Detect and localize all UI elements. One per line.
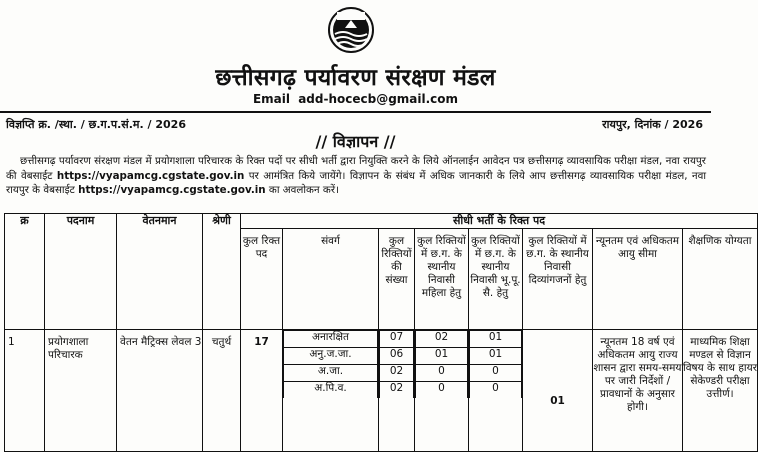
notice-title: // विज्ञापन // <box>315 132 396 151</box>
cell-total-vacant: 17 <box>241 330 283 452</box>
contact-email <box>0 92 711 106</box>
category-total: 07 <box>380 331 414 348</box>
notice-date: रायपुर, दिनांक / 2026 <box>602 118 703 131</box>
category-exservice: 0 <box>470 382 522 399</box>
vacancy-table <box>4 213 758 452</box>
header-class: श्रेणी <box>203 214 241 330</box>
header-divider <box>0 111 711 113</box>
header-total-vacant: कुल रिक्त पद <box>241 229 283 330</box>
cell-qualification: माध्यमिक शिक्षा मण्डल से विज्ञान विषय के साथ हायर सेकेण्डरी परीक्षा उत्तीर्ण। <box>683 330 758 452</box>
category-total: 06 <box>380 348 414 365</box>
cell-category-list <box>283 330 379 452</box>
header-women-quota: कुल रिक्तियों में छ.ग. के स्थानीय निवासी महिला हेतु <box>415 229 469 330</box>
category-women: 02 <box>416 331 468 348</box>
header-divyang-quota: कुल रिक्तियों में छ.ग. के स्थानीय निवासी दिव्यांगजनों हेतु <box>523 229 593 330</box>
category-exservice: 0 <box>470 365 522 382</box>
cell-exservice-list <box>469 330 523 452</box>
header-serial: क्र <box>5 214 45 330</box>
header-pay-scale: वेतनमान <box>117 214 203 330</box>
notice-reference-number: विज्ञप्ति क्र. /स्था. / छ.ग.प.सं.म. / 2026 <box>6 118 186 131</box>
cell-women-list <box>415 330 469 452</box>
paragraph-text-2: पर आमंत्रित किये जायेंगे। विज्ञापन के संबंध में अधिक जानकारी के लिये आप छत्तीसगढ़ व्यावसायिक परीक्षा मंडल, नवा रायपुर के वेबसाईट <box>6 169 706 197</box>
category-total: 02 <box>380 365 414 382</box>
email-label: Email <box>252 92 290 106</box>
category-women: 0 <box>416 365 468 382</box>
cell-pay-scale: वेतन मैट्रिक्स लेवल 3 <box>117 330 203 452</box>
organization-title: छत्तीसगढ़ पर्यावरण संरक्षण मंडल <box>215 65 496 91</box>
organization-logo <box>327 4 375 60</box>
header-age-limit: न्यूनतम एवं अधिकतम आयु सीमा <box>593 229 683 330</box>
cell-total-list <box>379 330 415 452</box>
cell-serial: 1 <box>5 330 45 452</box>
category-name: अ.जा. <box>284 365 378 382</box>
category-women: 0 <box>416 382 468 399</box>
cell-divyang: 01 <box>523 330 593 452</box>
category-name: अ.पि.व. <box>284 382 378 399</box>
website-link-1[interactable]: https://vyapamcg.cgstate.gov.in <box>56 169 245 182</box>
header-post: पदनाम <box>45 214 117 330</box>
website-link-2[interactable]: https://vyapamcg.cgstate.gov.in <box>78 184 266 197</box>
category-name: अनारक्षित <box>284 331 378 348</box>
category-name: अनु.ज.जा. <box>284 348 378 365</box>
header-qualification: शैक्षणिक योग्यता <box>683 229 758 330</box>
cell-age-limit: न्यूनतम 18 वर्ष एवं अधिकतम आयु राज्य शासन द्वारा समय-समय पर जारी निर्देशों / प्रावधानों के अनुसार होगी। <box>593 330 683 452</box>
email-address-link[interactable]: add-hocecb@gmail.com <box>298 92 459 106</box>
cell-post: प्रयोगशाला परिचारक <box>45 330 117 452</box>
category-total: 02 <box>380 382 414 399</box>
cell-class: चतुर्थ <box>203 330 241 452</box>
category-exservice: 01 <box>470 331 522 348</box>
table-row <box>5 330 758 452</box>
header-category: संवर्ग <box>283 229 379 330</box>
header-ex-serviceman-quota: कुल रिक्तियों में छ.ग. के स्थानीय निवासी भू.पू. सै. हेतु <box>469 229 523 330</box>
category-women: 01 <box>416 348 468 365</box>
category-exservice: 01 <box>470 348 522 365</box>
notice-paragraph <box>6 154 706 198</box>
header-vacancy-group: सीधी भर्ती के रिक्त पद <box>241 214 758 229</box>
paragraph-text-3: का अवलोकन करें। <box>268 184 339 197</box>
header-total-vacancies: कुल रिक्तियों की संख्या <box>379 229 415 330</box>
paragraph-text-1: छत्तीसगढ़ पर्यावरण संरक्षण मंडल में प्रयोगशाला परिचारक के रिक्त पदों पर सीधी भर्ती द्वारा नियुक्ति करने के लिये ऑनलाईन आवेदन पत्र छत्तीसगढ़ व्यावसायिक परीक्षा मंडल, नवा रायपुर की वेबसाईट <box>6 155 706 182</box>
